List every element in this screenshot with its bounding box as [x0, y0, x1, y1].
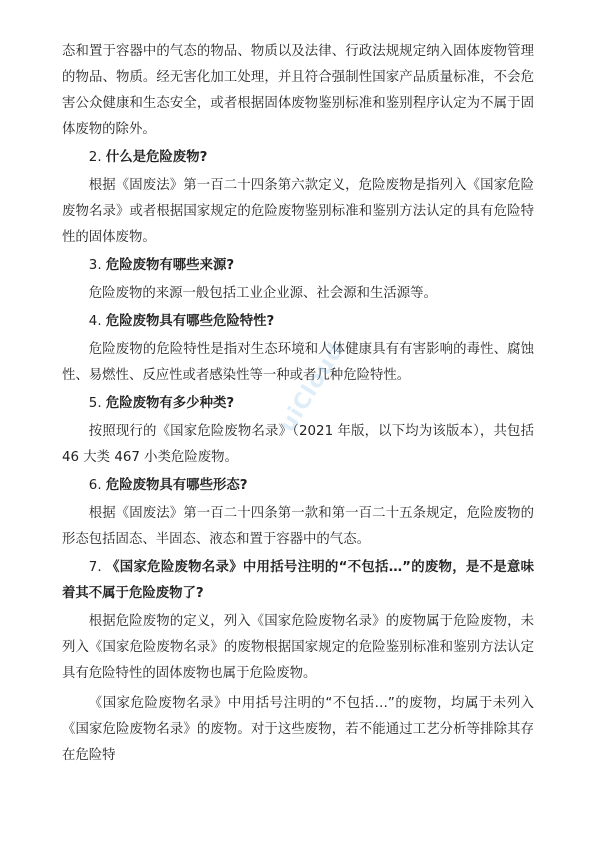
question-2-heading [62, 145, 534, 171]
answer-7-paragraph-1: 根据危险废物的定义，列入《国家危险废物名录》的废物属于危险废物，未列入《国家危险废物名录》的废物根据国家规定的危险鉴别标准和鉴别方法认定具有危险特性的固体废物也属于危险废物。 [62, 614, 534, 681]
intro-paragraph: 态和置于容器中的气态的物品、物质以及法律、行政法规规定纳入固体废物管理的物品、物质。经无害化加工处理，并且符合强制性国家产品质量标准，不会危害公众健康和生态安全，或者根据固体废物鉴别标准和鉴别程序认定为不属于固体废物的除外。 [62, 44, 534, 137]
question-number: 2. [88, 150, 102, 165]
answer-7-paragraph-2: 《国家危险废物名录》中用括号注明的“不包括…”的废物，均属于未列入《国家危险废物名录》的废物。对于这些废物，若不能通过工艺分析等排除其存在危险特 [62, 696, 534, 763]
question-number: 7. [88, 560, 102, 575]
question-number: 4. [88, 314, 102, 329]
question-title: 危险废物有多少种类? [105, 396, 235, 411]
answer-2-paragraph: 根据《固废法》第一百二十四条第六款定义，危险废物是指列入《国家危险废物名录》或者根据国家规定的危险废物鉴别标准和鉴别方法认定的具有危险特性的固体废物。 [62, 178, 534, 245]
question-3-heading [62, 253, 534, 279]
watermark: uiCloud [275, 338, 350, 437]
question-title: 危险废物有哪些来源? [105, 258, 235, 273]
question-title: 危险废物具有哪些形态? [105, 478, 248, 493]
answer-6-paragraph: 根据《固废法》第一百二十四条第一款和第一百二十五条规定，危险废物的形态包括固态、半固态、液态和置于容器中的气态。 [62, 506, 534, 547]
question-6-heading [62, 473, 534, 499]
question-number: 3. [88, 258, 102, 273]
question-title: 危险废物具有哪些危险特性? [105, 314, 275, 329]
answer-4-paragraph: 危险废物的危险特性是指对生态环境和人体健康具有有害影响的毒性、腐蚀性、易燃性、反应性或者感染性等一种或者几种危险特性。 [62, 342, 534, 383]
question-7-heading [62, 555, 534, 607]
answer-5-paragraph: 按照现行的《国家危险废物名录》（2021 年版，以下均为该版本），共包括 46 大类 467 小类危险废物。 [62, 424, 534, 465]
question-title: 什么是危险废物? [105, 150, 208, 165]
answer-3-paragraph: 危险废物的来源一般包括工业企业源、社会源和生活源等。 [88, 286, 437, 301]
question-4-heading [62, 309, 534, 335]
question-title: 《国家危险废物名录》中用括号注明的“不包括…”的废物，是不是意味着其不属于危险废物了? [62, 560, 534, 601]
question-number: 6. [88, 478, 102, 493]
question-number: 5. [88, 396, 102, 411]
